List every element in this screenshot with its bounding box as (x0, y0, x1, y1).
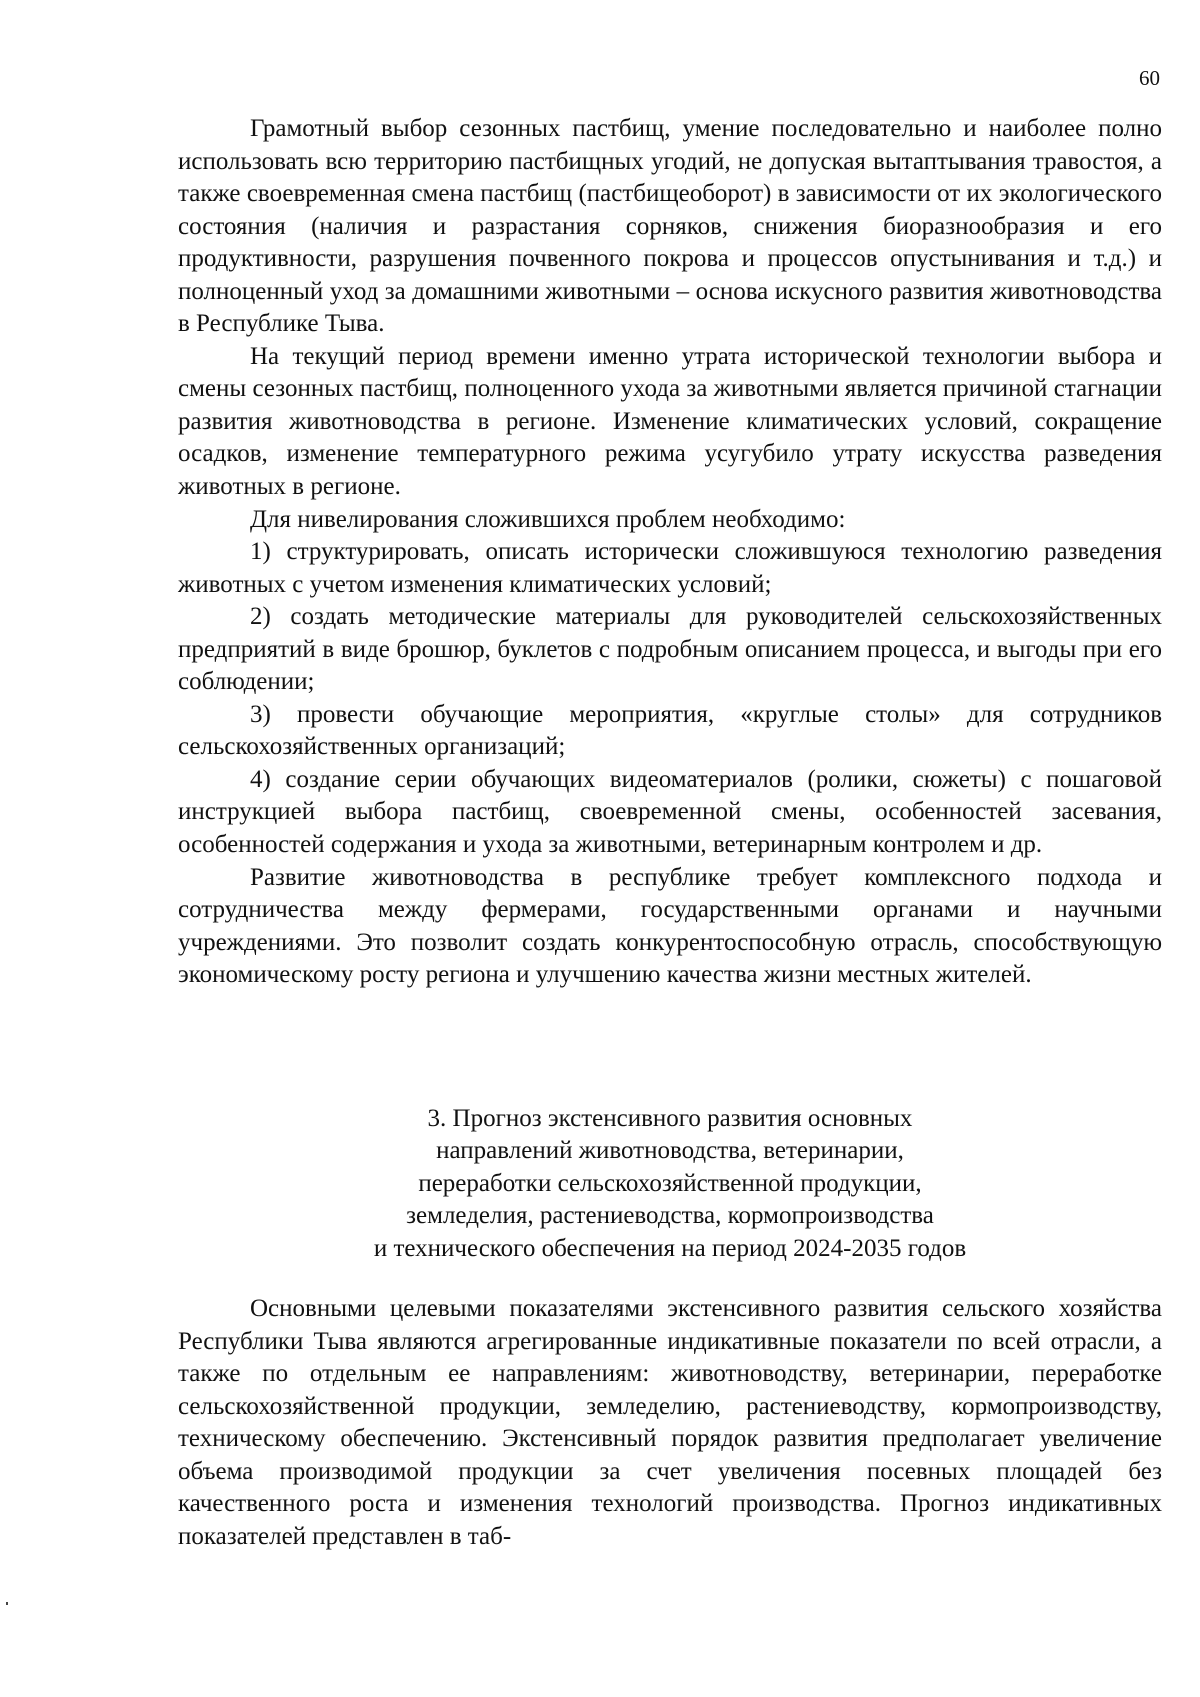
section-heading (178, 1103, 1162, 1265)
paragraph-current-period: На текущий период времени именно утрата исторической технологии выбора и смены сезонных пастбищ, полноценного ухода за животными является причиной стагнации развития животноводства в регионе. Изменение климатических условий, сокращение осадков, изменение температурного режима усугубило утрату искусства разведения животных в регионе. (178, 342, 1162, 501)
section-heading-line: земледелия, растениеводства, кормопроизводства (406, 1202, 934, 1230)
paragraph-development-approach: Развитие животноводства в республике требует комплексного подхода и сотрудничества между фермерами, государственными органами и научными учреждениями. Это позволит создать конкурентоспособную отрасль, способствующую экономическому росту региона и улучшению качества жизни местных жителей. (178, 863, 1162, 989)
page-number: 60 (1139, 66, 1160, 90)
section-heading-line: и технического обеспечения на период 2024-2035 годов (373, 1234, 967, 1262)
paragraph-seasonal-pastures: Грамотный выбор сезонных пастбищ, умение последовательно и наиболее полно использовать всю территорию пастбищных угодий, не допуская вытаптывания травостоя, а также своевременная смена пастбищ (пастбищеоборот) в зависимости от их экологического состояния (наличия и разрастания сорняков, снижения биоразнообразия и его продуктивности, разрушения почвенного покрова и процессов опустынивания и т.д.) и полноценный уход за домашними животными – основа искусного развития животноводства в Республике Тыва. (178, 115, 1162, 338)
section-body-text (178, 1293, 1162, 1553)
scan-mark (6, 1602, 8, 1605)
list-item-4: 4) создание серии обучающих видеоматериалов (ролики, сюжеты) с пошаговой инструкцией выбора пастбищ, своевременной смены, особенностей засевания, особенностей содержания и ухода за животными, ветеринарным контролем и др. (178, 765, 1162, 859)
paragraph-target-indicators: Основными целевыми показателями экстенсивного развития сельского хозяйства Республики Тыва являются агрегированные индикативные показатели по всей отрасли, а также по отдельным ее направлениям: животноводству, ветеринарии, переработке сельскохозяйственной продукции, земледелию, растениеводству, кормопроизводству, техническому обеспечению. Экстенсивный порядок развития предполагает увеличение объема производимой продукции за счет увеличения посевных площадей без качественного роста и изменения технологий производства. Прогноз индикативных показателей представлен в таб- (178, 1295, 1162, 1550)
section-heading-line: направлений животноводства, ветеринарии, (436, 1137, 904, 1165)
section-heading-line: 3. Прогноз экстенсивного развития основных (427, 1105, 913, 1132)
list-item-3: 3) провести обучающие мероприятия, «круглые столы» для сотрудников сельскохозяйственных организаций; (178, 700, 1162, 761)
list-item-1: 1) структурировать, описать исторически сложившуюся технологию разведения животных с учетом изменения климатических условий; (178, 538, 1162, 598)
paragraph-necessary-measures: Для нивелирования сложившихся проблем необходимо: (250, 505, 846, 533)
body-text (178, 113, 1162, 992)
list-item-2: 2) создать методические материалы для руководителей сельскохозяйственных предприятий в виде брошюр, буклетов с подробным описанием процесса, и выгоды при его соблюдении; (178, 603, 1162, 696)
section-heading-line: переработки сельскохозяйственной продукции, (418, 1169, 922, 1197)
